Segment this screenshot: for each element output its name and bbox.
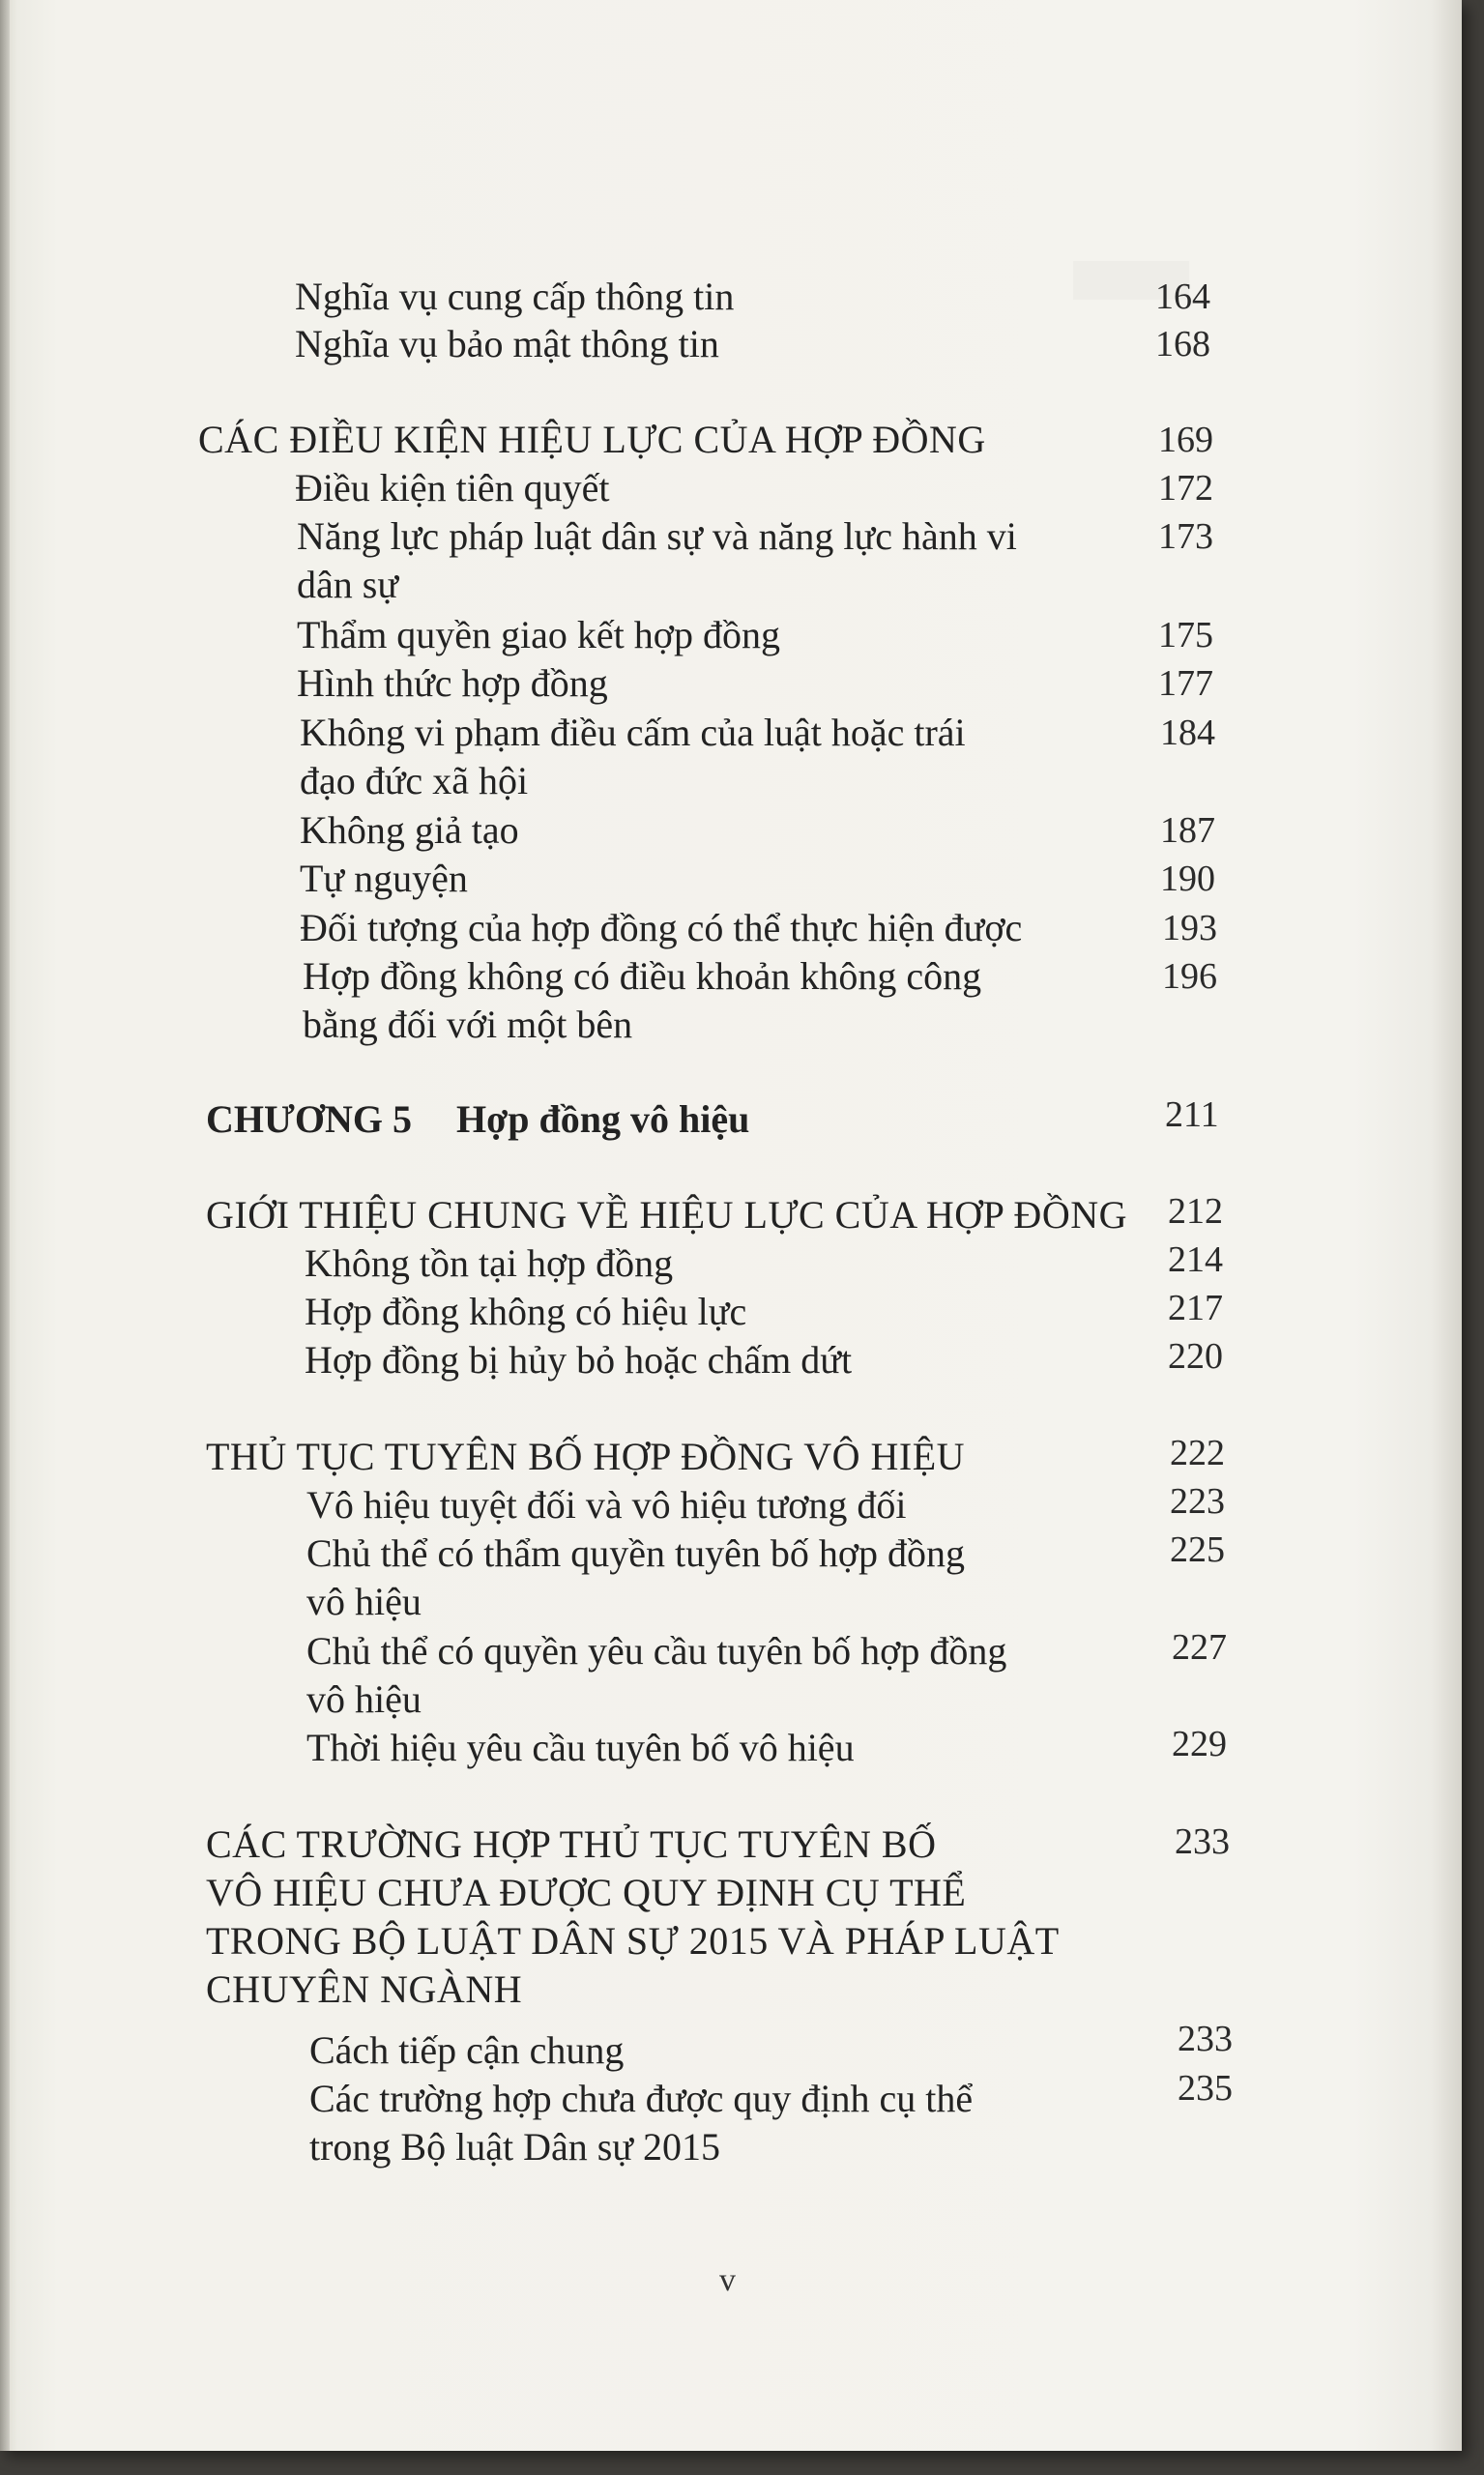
toc-entry — [306, 1529, 965, 1626]
toc-entry-title: Chủ thể có thẩm quyền tuyên bố hợp đồng — [306, 1531, 966, 1575]
toc-entry-title: Hợp đồng không có điều khoản không công — [303, 954, 982, 998]
toc-entry-title: Cách tiếp cận chung — [309, 2028, 625, 2072]
chapter-number: CHƯƠNG 5 — [206, 1097, 412, 1141]
toc-entry-title: Hình thức hợp đồng — [297, 661, 608, 705]
toc-entry-title: Nghĩa vụ bảo mật thông tin — [295, 322, 719, 365]
toc-page-number: 211 — [1165, 1094, 1219, 1135]
toc-chapter-heading — [206, 1095, 749, 1144]
toc-entry-title-continued: bằng đối với một bên — [303, 1003, 633, 1046]
toc-page-number: 222 — [1170, 1433, 1225, 1473]
toc-page-number: 214 — [1168, 1239, 1223, 1280]
toc-entry-title: Đối tượng của hợp đồng có thể thực hiện được — [300, 906, 1023, 949]
toc-entry-title-continued: TRONG BỘ LUẬT DÂN SỰ 2015 VÀ PHÁP LUẬT — [206, 1919, 1060, 1963]
toc-entry-title-continued: VÔ HIỆU CHƯA ĐƯỢC QUY ĐỊNH CỤ THỂ — [206, 1871, 967, 1914]
toc-entry-title: Thẩm quyền giao kết hợp đồng — [297, 613, 780, 656]
toc-entry-title: CÁC TRƯỜNG HỢP THỦ TỤC TUYÊN BỐ — [206, 1822, 937, 1866]
toc-entry-title-continued: dân sự — [297, 563, 398, 606]
toc-page-number: 225 — [1170, 1529, 1225, 1570]
toc-page-number: 227 — [1172, 1627, 1227, 1668]
toc-entry-title: Không tồn tại hợp đồng — [305, 1241, 674, 1285]
toc-page-number: 196 — [1162, 956, 1217, 997]
toc-page-number: 187 — [1160, 810, 1215, 851]
toc-entry — [309, 2075, 973, 2171]
toc-entry — [300, 709, 966, 805]
toc-entry-title: Không vi phạm điều cấm của luật hoặc trái — [300, 711, 966, 754]
toc-entry — [309, 2026, 624, 2075]
toc-entry-title-continued: vô hiệu — [306, 1580, 422, 1623]
toc-page-number: 168 — [1155, 324, 1210, 364]
toc-entry — [306, 1627, 1006, 1724]
toc-entry-title: Các trường hợp chưa được quy định cụ thể — [309, 2077, 974, 2120]
toc-page-number: 235 — [1178, 2068, 1233, 2109]
toc-page-number: 233 — [1178, 2019, 1233, 2059]
toc-entry — [300, 806, 519, 855]
toc-page-number: 184 — [1160, 713, 1215, 753]
toc-page-number: 229 — [1172, 1724, 1227, 1764]
toc-page-number: 233 — [1175, 1821, 1230, 1862]
toc-entry-title: Hợp đồng không có hiệu lực — [305, 1290, 747, 1333]
toc-page-number: 172 — [1158, 468, 1213, 509]
toc-entry-title-continued: đạo đức xã hội — [300, 759, 529, 802]
toc-entry — [305, 1336, 852, 1384]
toc-entry — [297, 611, 780, 659]
toc-entry — [300, 904, 1022, 952]
toc-entry-title: Năng lực pháp luật dân sự và năng lực hành vi — [297, 514, 1017, 558]
toc-entry — [300, 855, 468, 903]
toc-entry-title-continued: CHUYÊN NGÀNH — [206, 1967, 523, 2011]
toc-page-number: 223 — [1170, 1481, 1225, 1522]
toc-entry — [305, 1239, 673, 1288]
toc-entry-title: Điều kiện tiên quyết — [295, 466, 610, 510]
toc-entry — [306, 1481, 907, 1529]
page-folio: v — [719, 2262, 736, 2298]
toc-entry-title: CÁC ĐIỀU KIỆN HIỆU LỰC CỦA HỢP ĐỒNG — [198, 418, 986, 461]
toc-entry — [306, 1724, 855, 1772]
toc-page-number: 193 — [1162, 908, 1217, 948]
toc-entry — [297, 512, 1017, 609]
toc-entry-title-continued: vô hiệu — [306, 1677, 422, 1721]
toc-page-number: 190 — [1160, 859, 1215, 899]
toc-entry — [295, 273, 734, 321]
toc-entry-title: Hợp đồng bị hủy bỏ hoặc chấm dứt — [305, 1338, 853, 1382]
toc-section-heading — [198, 416, 986, 464]
toc-entry — [305, 1288, 746, 1336]
toc-page-number: 177 — [1158, 663, 1213, 704]
toc-entry — [295, 320, 719, 368]
toc-entry-title: GIỚI THIỆU CHUNG VỀ HIỆU LỰC CỦA HỢP ĐỒNG — [206, 1193, 1127, 1237]
toc-page-number: 173 — [1158, 516, 1213, 557]
toc-entry-title-continued: trong Bộ luật Dân sự 2015 — [309, 2125, 720, 2169]
toc-entry-title: Không giả tạo — [300, 808, 519, 852]
toc-page-number: 212 — [1168, 1191, 1223, 1232]
chapter-title: Hợp đồng vô hiệu — [455, 1097, 750, 1141]
toc-entry-title: Tự nguyện — [300, 857, 468, 900]
toc-entry-title: Nghĩa vụ cung cấp thông tin — [295, 275, 735, 318]
toc-entry — [303, 952, 981, 1049]
toc-page-number: 217 — [1168, 1288, 1223, 1328]
toc-entry-title: Thời hiệu yêu cầu tuyên bố vô hiệu — [306, 1726, 855, 1769]
toc-section-heading — [206, 1433, 965, 1481]
toc-section-heading — [206, 1191, 1127, 1239]
toc-page-number: 175 — [1158, 615, 1213, 655]
toc-page-number: 169 — [1158, 420, 1213, 460]
toc-entry-title: Vô hiệu tuyệt đối và vô hiệu tương đối — [306, 1483, 907, 1527]
toc-entry — [297, 659, 608, 708]
toc-entry-title: THỦ TỤC TUYÊN BỐ HỢP ĐỒNG VÔ HIỆU — [206, 1435, 966, 1478]
toc-entry — [295, 464, 609, 512]
toc-page-number: 220 — [1168, 1336, 1223, 1377]
toc-entry-title: Chủ thể có quyền yêu cầu tuyên bố hợp đồng — [306, 1629, 1007, 1673]
toc-section-heading — [206, 1820, 1060, 2014]
toc-page-number: 164 — [1155, 277, 1210, 317]
